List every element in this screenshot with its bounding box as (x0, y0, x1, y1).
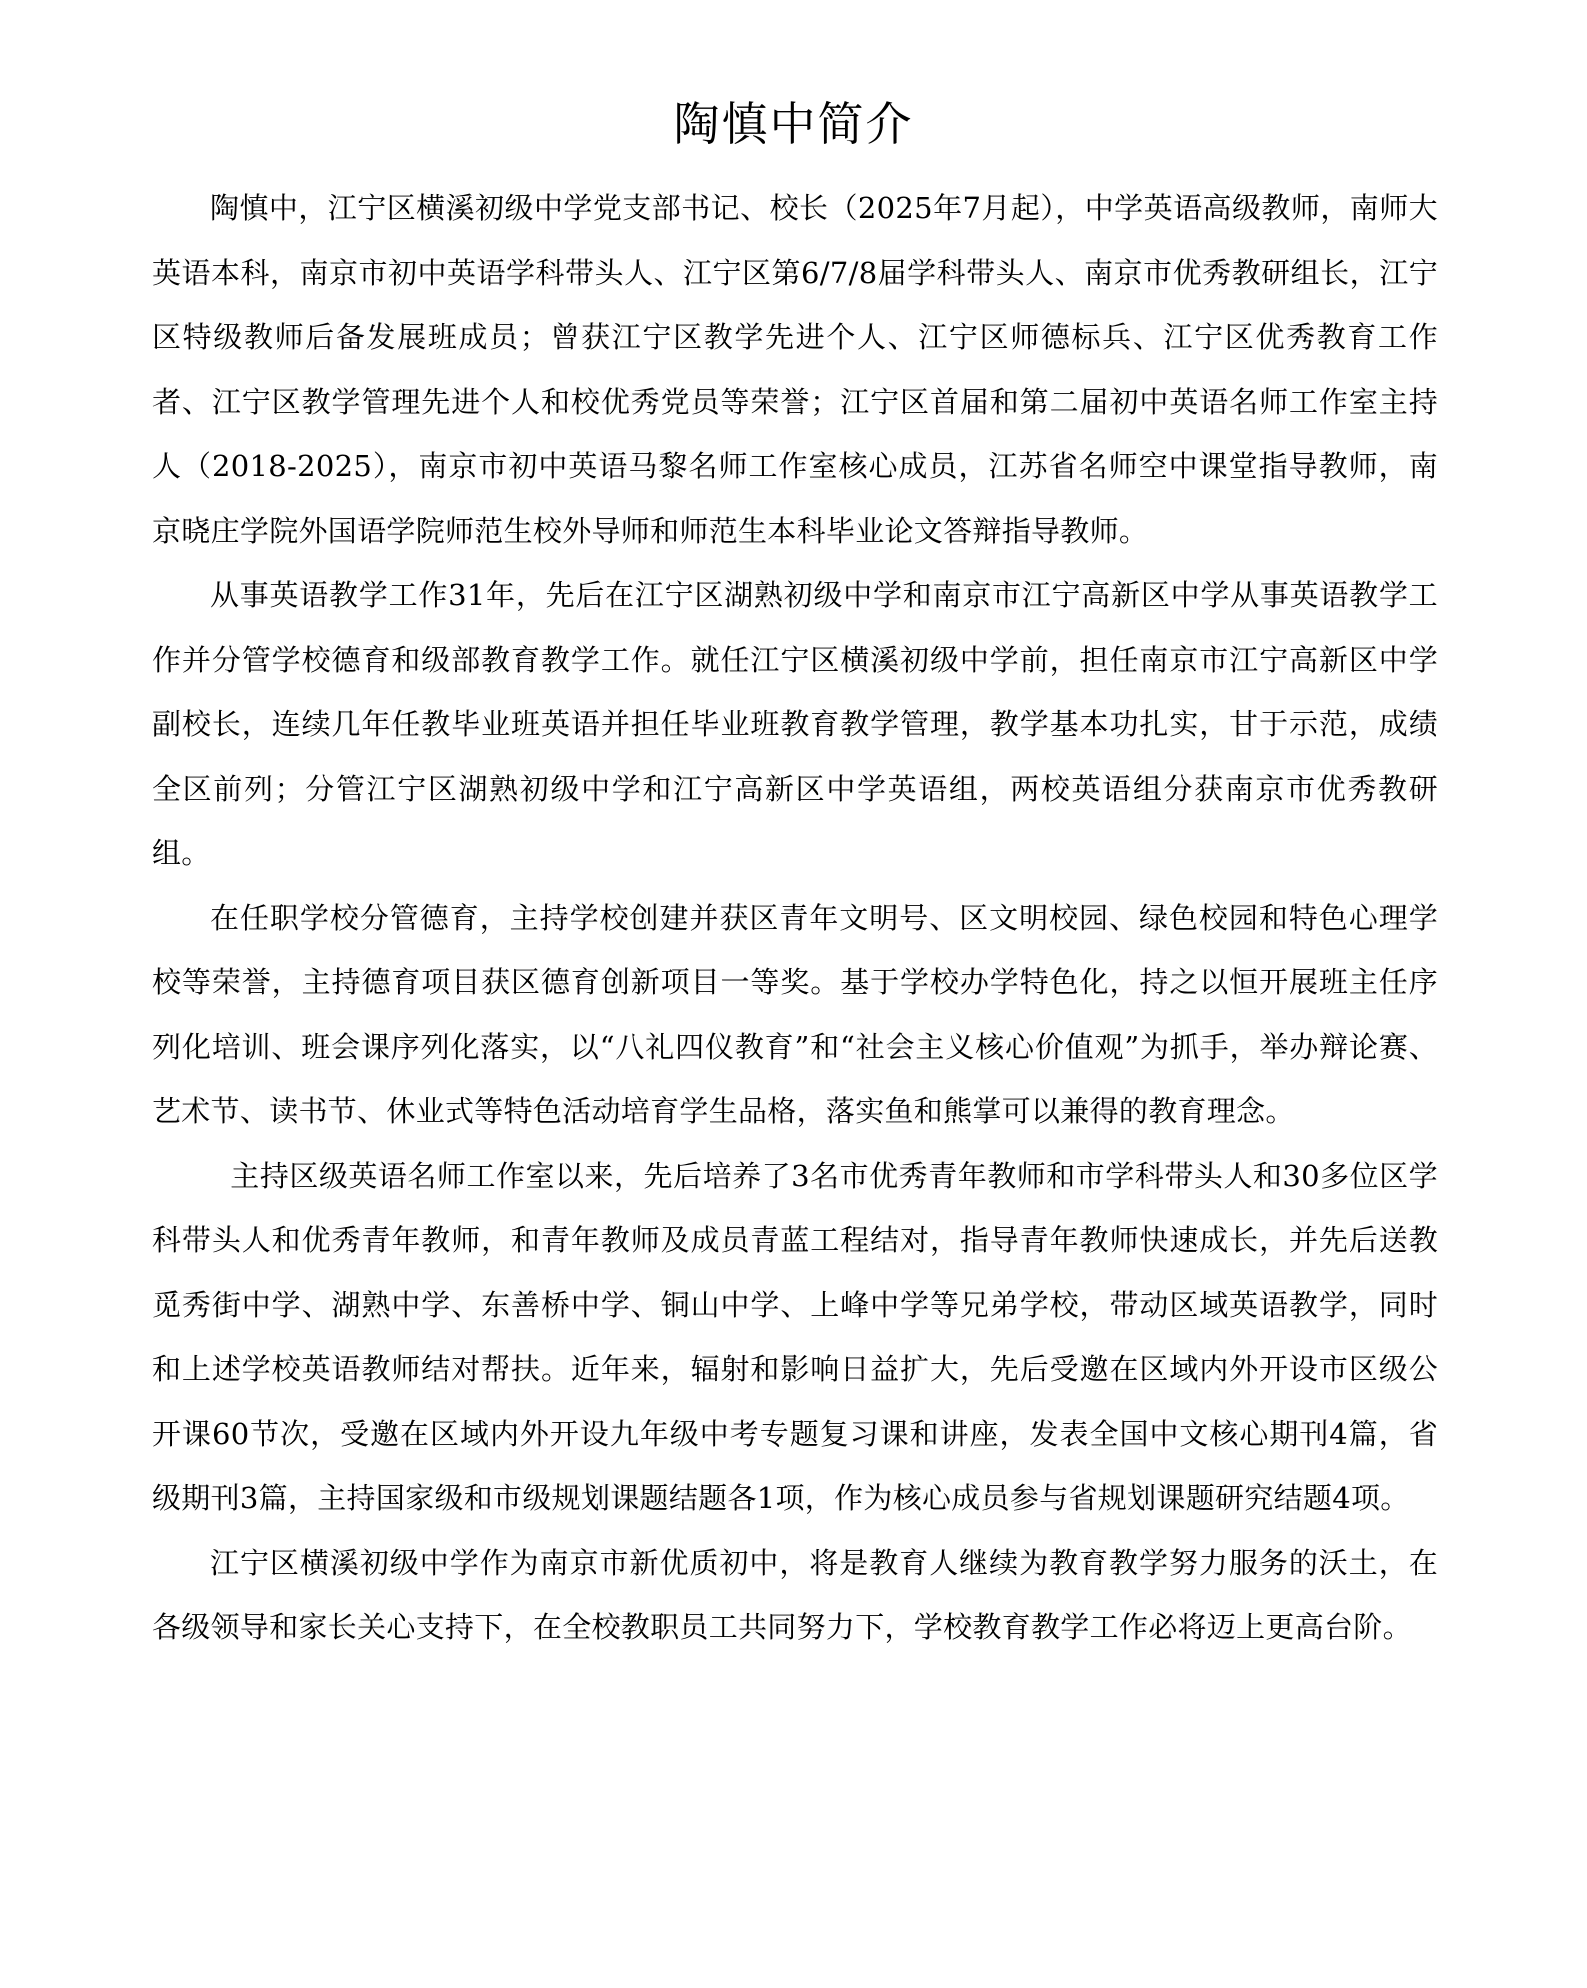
paragraph-studio-achievements: 主持区级英语名师工作室以来，先后培养了3名市优秀青年教师和市学科带头人和30多位区学科带头人和优秀青年教师，和青年教师及成员青蓝工程结对，指导青年教师快速成长，并先后送教觅秀街中学、湖熟中学、东善桥中学、铜山中学、上峰中学等兄弟学校，带动区域英语教学，同时和上述学校英语教师结对帮扶。近年来，辐射和影响日益扩大，先后受邀在区域内外开设市区级公开课60节次，受邀在区域内外开设九年级中考专题复习课和讲座，发表全国中文核心期刊4篇，省级期刊3篇，主持国家级和市级规划课题结题各1项，作为核心成员参与省规划课题研究结题4项。 (152, 1158, 1438, 1515)
paragraph-teaching-career: 从事英语教学工作31年，先后在江宁区湖熟初级中学和南京市江宁高新区中学从事英语教学工作并分管学校德育和级部教育教学工作。就任江宁区横溪初级中学前，担任南京市江宁高新区中学副校长，连续几年任教毕业班英语并担任毕业班教育教学管理，教学基本功扎实，甘于示范，成绩全区前列；分管江宁区湖熟初级中学和江宁高新区中学英语组，两校英语组分获南京市优秀教研组。 (152, 578, 1438, 870)
paragraph-school-outlook: 江宁区横溪初级中学作为南京市新优质初中，将是教育人继续为教育教学努力服务的沃土，在各级领导和家长关心支持下，在全校教职员工共同努力下，学校教育教学工作必将迈上更高台阶。 (152, 1545, 1438, 1644)
document-title: 陶慎中简介 (673, 97, 914, 151)
paragraph-intro: 陶慎中，江宁区横溪初级中学党支部书记、校长（2025年7月起），中学英语高级教师，南师大英语本科，南京市初中英语学科带头人、江宁区第6/7/8届学科带头人、南京市优秀教研组长，江宁区特级教师后备发展班成员；曾获江宁区教学先进个人、江宁区师德标兵、江宁区优秀教育工作者、江宁区教学管理先进个人和校优秀党员等荣誉；江宁区首届和第二届初中英语名师工作室主持人（2018-2025），南京市初中英语马黎名师工作室核心成员，江苏省名师空中课堂指导教师，南京晓庄学院外国语学院师范生校外导师和师范生本科毕业论文答辩指导教师。 (152, 191, 1438, 548)
paragraph-moral-education: 在任职学校分管德育，主持学校创建并获区青年文明号、区文明校园、绿色校园和特色心理学校等荣誉，主持德育项目获区德育创新项目一等奖。基于学校办学特色化，持之以恒开展班主任序列化培训、班会课序列化落实，以“八礼四仪教育”和“社会主义核心价值观”为抓手，举办辩论赛、艺术节、读书节、休业式等特色活动培育学生品格，落实鱼和熊掌可以兼得的教育理念。 (152, 900, 1438, 1128)
document-body (152, 176, 1438, 1660)
